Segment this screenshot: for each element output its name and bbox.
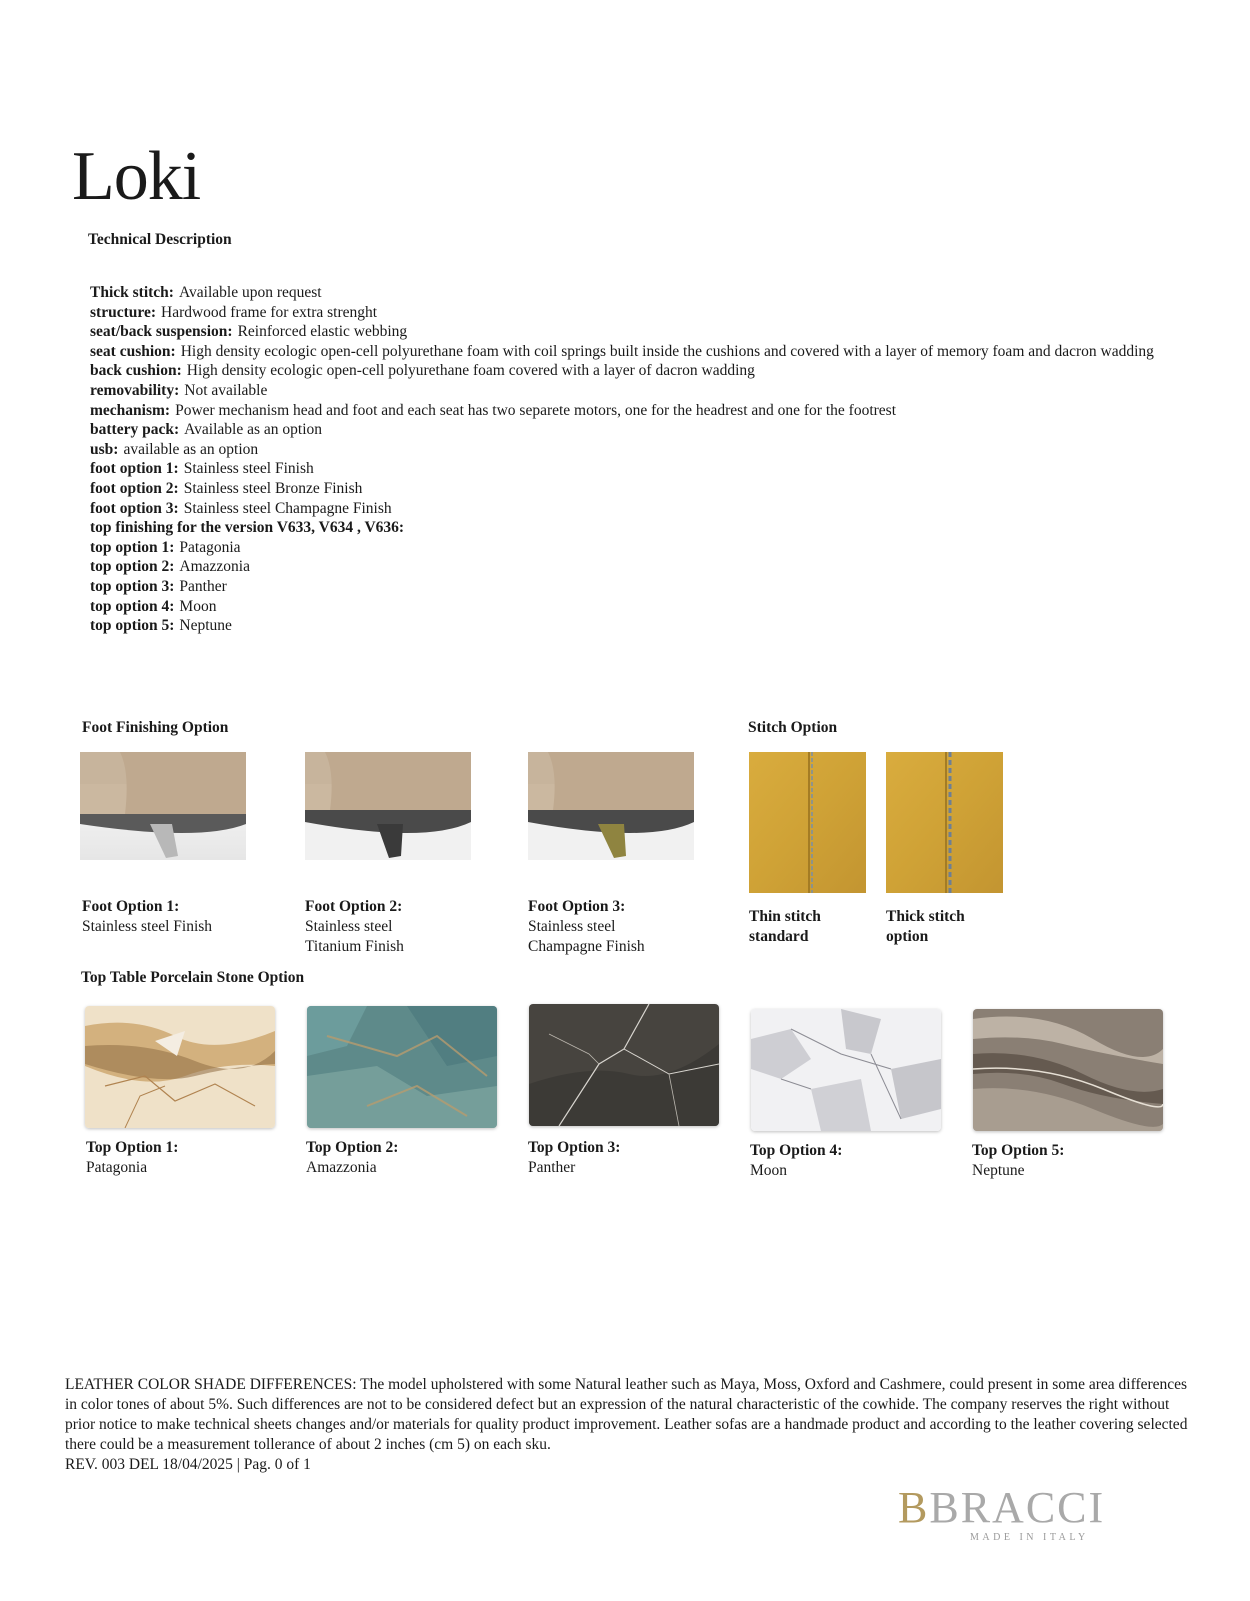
stitch-option-label: option [886, 928, 929, 945]
spec-value: Hardwood frame for extra strenght [161, 303, 378, 321]
foot-option-desc: Stainless steel [305, 918, 393, 935]
spec-row [90, 303, 1170, 323]
spec-value: Amazzonia [179, 558, 250, 576]
spec-value: Stainless steel Bronze Finish [183, 479, 363, 497]
spec-row [90, 459, 1170, 479]
spec-label: foot option 3: [90, 499, 179, 517]
spec-value: Stainless steel Finish [183, 460, 314, 478]
spec-label: removability: [90, 381, 180, 399]
spec-value [409, 518, 1170, 538]
spec-value: High density ecologic open-cell polyurethane foam covered with a layer of dacron wadding [186, 362, 755, 380]
top-option-2-caption [306, 1138, 398, 1178]
spec-value: Power mechanism head and foot and each seat has two separete motors, one for the headrest and one for the footrest [175, 401, 897, 419]
foot-option-2-image [305, 752, 471, 860]
spec-label: seat/back suspension: [90, 323, 233, 341]
spec-value: High density ecologic open-cell polyurethane foam with coil springs built inside the cushions and covered with a layer of memory foam and dacron wadding [180, 342, 1154, 360]
spec-row [90, 597, 1170, 617]
foot-finishing-heading: Foot Finishing Option [82, 719, 229, 736]
thick-stitch-image [886, 752, 1003, 893]
amazzonia-stone-image [307, 1006, 497, 1128]
top-option-name: Neptune [972, 1162, 1025, 1179]
top-option-3-caption [528, 1138, 620, 1178]
spec-label: foot option 2: [90, 479, 179, 497]
foot-option-1-caption [82, 897, 212, 937]
top-option-title: Top Option 4: [750, 1142, 843, 1159]
top-option-title: Top Option 1: [86, 1139, 179, 1156]
foot-option-desc: Stainless steel Finish [82, 918, 213, 935]
panther-stone-image [529, 1004, 719, 1126]
spec-label: top finishing for the version V633, V634 , V636: [90, 519, 405, 537]
spec-label: seat cushion: [90, 342, 176, 360]
spec-value: Available as an option [184, 421, 323, 439]
top-option-5-caption [972, 1141, 1064, 1181]
spec-label: top option 2: [90, 558, 175, 576]
spec-row [90, 342, 1170, 362]
foot-option-1-image [80, 752, 246, 860]
leather-disclaimer: LEATHER COLOR SHADE DIFFERENCES: The model upholstered with some Natural leather such as Maya, Moss, Oxford and Cashmere, could present in some area differences in color tones of about 5%. Such differences are not to be considered defect but an expression of the natural characteristic of the cowhide. The company reserves the right without prior notice to make technical sheets changes and/or materials for quality product improvement. Leather sofas are a handmade product and according to the leather covering selected there could be a measurement tollerance of about 2 inches (cm 5) on each sku. [65, 1376, 1188, 1453]
spec-label: mechanism: [90, 401, 171, 419]
spec-value: Patagonia [179, 538, 241, 556]
spec-label: Thick stitch: [90, 284, 174, 301]
spec-row [90, 479, 1170, 499]
stitch-option-label: Thin stitch [749, 908, 821, 925]
foot-option-desc: Champagne Finish [528, 938, 645, 955]
spec-label: top option 3: [90, 577, 175, 595]
spec-label: usb: [90, 440, 119, 458]
spec-label: foot option 1: [90, 460, 179, 478]
spec-row [90, 381, 1170, 401]
thin-stitch-image [749, 752, 866, 893]
spec-value: Stainless steel Champagne Finish [183, 499, 392, 517]
foot-option-3-image [528, 752, 694, 860]
foot-option-2-caption [305, 897, 404, 957]
spec-row [90, 361, 1170, 381]
top-option-title: Top Option 2: [306, 1139, 399, 1156]
spec-row [90, 577, 1170, 597]
spec-label: top option 5: [90, 617, 175, 635]
foot-option-title: Foot Option 2: [305, 898, 403, 915]
top-option-name: Patagonia [86, 1159, 148, 1176]
foot-option-desc: Stainless steel [528, 918, 616, 935]
footer [65, 1375, 1190, 1475]
foot-option-desc: Titanium Finish [305, 938, 404, 955]
spec-value: Neptune [179, 617, 232, 635]
spec-value: Reinforced elastic webbing [237, 323, 408, 341]
foot-option-3-caption [528, 897, 645, 957]
revision-info: REV. 003 DEL 18/04/2025 | Pag. 0 of 1 [65, 1456, 311, 1473]
moon-stone-image [751, 1009, 941, 1131]
logo-wordmark: BBRACCI [898, 1483, 1106, 1532]
thin-stitch-caption [749, 907, 821, 947]
spec-value: Available upon request [178, 284, 322, 301]
stitch-option-heading: Stitch Option [748, 719, 838, 736]
product-title: Loki [72, 138, 201, 215]
foot-option-title: Foot Option 1: [82, 898, 180, 915]
spec-row [90, 401, 1170, 421]
spec-label: battery pack: [90, 421, 180, 439]
foot-option-title: Foot Option 3: [528, 898, 626, 915]
logo-tagline: MADE IN ITALY [970, 1532, 1089, 1543]
spec-row [90, 283, 1170, 303]
spec-value: available as an option [123, 440, 259, 458]
spec-row [90, 499, 1170, 519]
thick-stitch-caption [886, 907, 965, 947]
top-option-title: Top Option 5: [972, 1142, 1065, 1159]
spec-label: top option 4: [90, 597, 175, 615]
spec-label: structure: [90, 303, 156, 321]
stitch-option-label: Thick stitch [886, 908, 965, 925]
spec-list [90, 283, 1170, 636]
spec-row [90, 420, 1170, 440]
spec-row [90, 557, 1170, 577]
spec-label: top option 1: [90, 538, 175, 556]
spec-value: Not available [184, 381, 268, 399]
stitch-option-label: standard [749, 928, 809, 945]
top-option-1-caption [86, 1138, 178, 1178]
technical-description-heading: Technical Description [88, 231, 232, 248]
spec-value: Moon [179, 597, 217, 615]
top-option-name: Moon [750, 1162, 788, 1179]
top-option-4-caption [750, 1141, 842, 1181]
spec-row [90, 322, 1170, 342]
spec-label: back cushion: [90, 362, 182, 380]
top-option-name: Amazzonia [306, 1159, 377, 1176]
bracci-logo [898, 1483, 1158, 1543]
top-table-heading: Top Table Porcelain Stone Option [81, 969, 305, 986]
top-option-title: Top Option 3: [528, 1139, 621, 1156]
neptune-stone-image [973, 1009, 1163, 1131]
top-option-name: Panther [528, 1159, 576, 1176]
spec-row [90, 440, 1170, 460]
spec-row [90, 538, 1170, 558]
patagonia-stone-image [85, 1006, 275, 1128]
spec-row [90, 616, 1170, 636]
spec-value: Panther [179, 577, 227, 595]
spec-row [90, 518, 1170, 538]
